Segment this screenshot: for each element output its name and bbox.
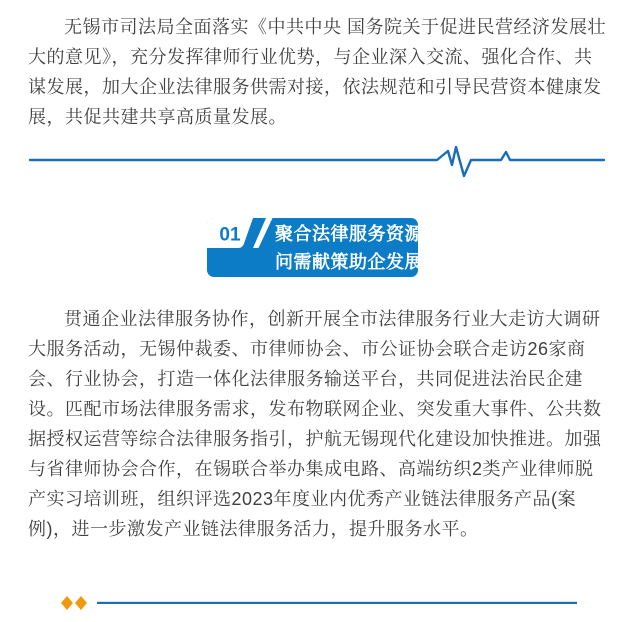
- section-number-tab: [207, 218, 277, 248]
- heartbeat-divider: [0, 140, 634, 180]
- diamond-icon: [61, 596, 73, 610]
- footer-divider: [0, 595, 634, 611]
- section-title: [275, 220, 423, 277]
- paragraph-line: 贯通企业法律服务协作，创新开展全市法律服务行业大走访大调研: [64, 309, 601, 329]
- footer-rule: [97, 602, 577, 604]
- paragraph-line: 大服务活动，无锡仲裁委、市律师协会、市公证协会联合走访26家商: [28, 339, 586, 359]
- paragraph-line: 展，共促共建共享高质量发展。: [28, 107, 287, 127]
- paragraph-line: 大的意见》，充分发挥律师行业优势，与企业深入交流、强化合作、共: [28, 47, 593, 67]
- paragraph-line: 与省律师协会合作，在锡联合举办集成电路、高端纺织2类产业律师脱: [28, 459, 594, 479]
- diamond-icon: [75, 596, 87, 610]
- section-title-line1: 聚合法律服务资源: [275, 224, 423, 244]
- section-badge: [207, 218, 423, 277]
- paragraph-line: 谋发展，加大企业法律服务供需对接，依法规范和引导民营资本健康发: [28, 77, 602, 97]
- paragraph-line: 产实习培训班，组织评选2023年度业内优秀产业链法律服务产品(案: [28, 489, 577, 509]
- section-number: 01: [219, 224, 241, 246]
- intro-paragraph: [0, 0, 634, 132]
- section-title-line2: 问需献策助企发展: [275, 252, 423, 272]
- paragraph-line: 设。匹配市场法律服务需求，发布物联网企业、突发重大事件、公共数: [28, 399, 602, 419]
- body-paragraph: [0, 304, 634, 544]
- heartbeat-line-icon: [0, 140, 634, 180]
- footer-decor: [0, 595, 634, 611]
- paragraph-line: 会、行业协会，打造一体化法律服务输送平台，共同促进法治民企建: [28, 369, 583, 389]
- paragraph-line: 无锡市司法局全面落实《中共中央 国务院关于促进民营经济发展壮: [64, 17, 606, 37]
- paragraph-line: 例)，进一步激发产业链法律服务活力，提升服务水平。: [28, 519, 479, 539]
- paragraph-line: 据授权运营等综合法律服务指引，护航无锡现代化建设加快推进。加强: [28, 429, 602, 449]
